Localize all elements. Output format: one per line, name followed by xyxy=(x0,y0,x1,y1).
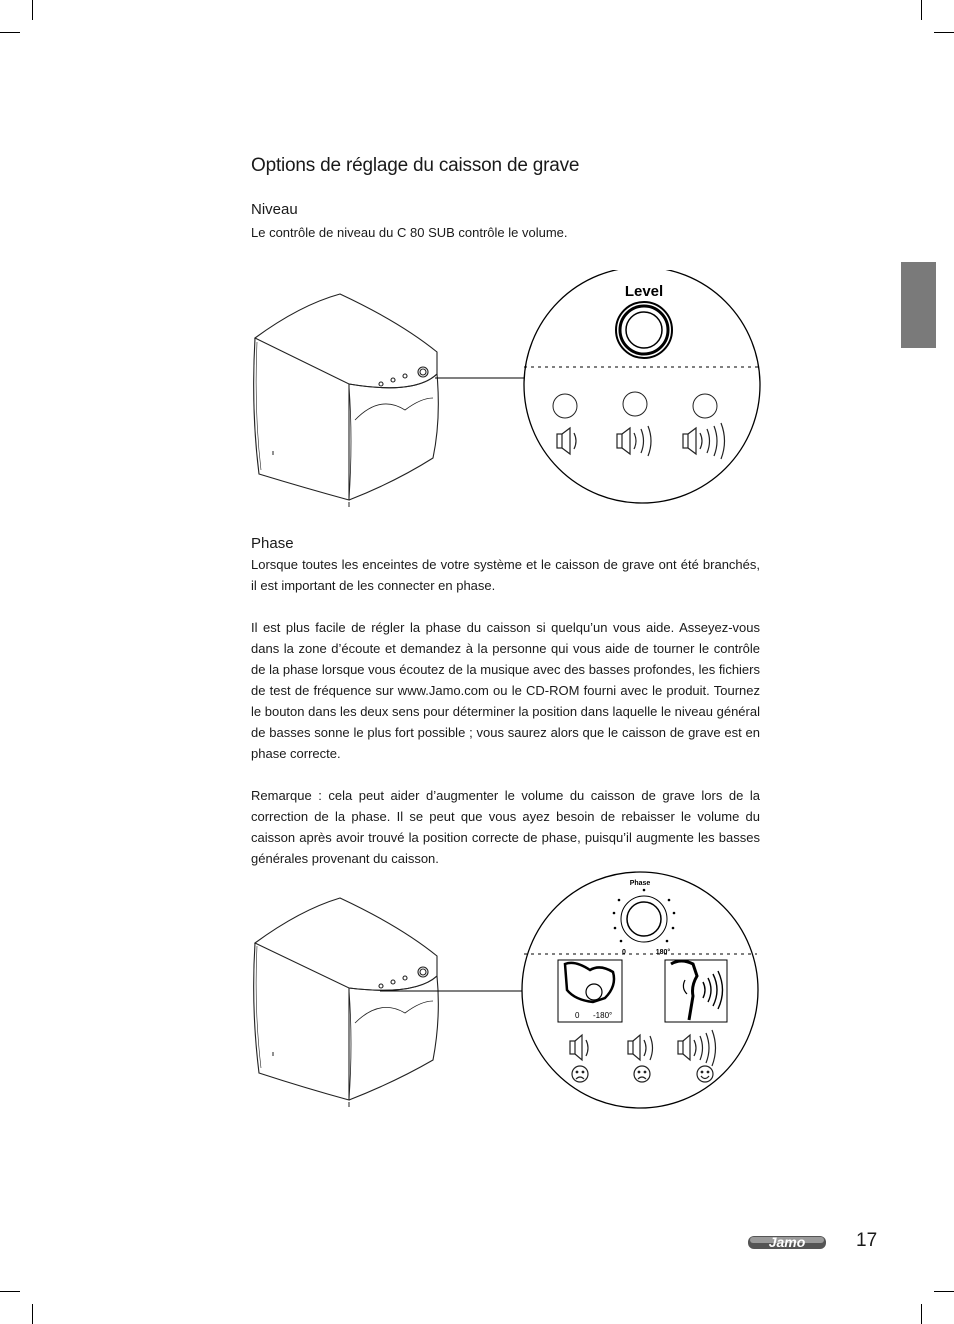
phase-paragraph-3: Remarque : cela peut aider d’augmenter le volume du caisson de grave lors de la correction de la phase. Il se peut que vous ayez besoin de rebaisser le volume du caisson après avoir trouvé la position correcte de phase, puisqu’il augmente les basses générales provenant du caisson. xyxy=(251,788,760,866)
inset-min-label: 0 xyxy=(575,1011,580,1020)
niveau-text: Le contrôle de niveau du C 80 SUB contrôle le volume. xyxy=(251,225,568,240)
page-number: 17 xyxy=(856,1230,878,1251)
phase-zoom-circle xyxy=(522,872,758,1108)
subwoofer-drawing xyxy=(254,294,439,507)
phase-dial-min: 0 xyxy=(622,949,626,956)
level-label: Level xyxy=(624,283,664,300)
chapter-tab xyxy=(901,262,936,348)
niveau-heading: Niveau xyxy=(251,201,298,218)
page-title: Options de réglage du caisson de grave xyxy=(251,155,580,176)
crop-mark xyxy=(32,0,33,20)
crop-mark xyxy=(921,1304,922,1324)
phase-paragraph-1: Lorsque toutes les enceintes de votre système et le caisson de grave ont été branchés, il est important de les connecter en phase. xyxy=(251,557,760,593)
jamo-logo xyxy=(748,1233,828,1251)
crop-mark xyxy=(934,1291,954,1292)
phase-label: Phase xyxy=(629,880,651,887)
level-illustration xyxy=(245,270,765,515)
subwoofer-drawing xyxy=(254,898,439,1107)
crop-mark xyxy=(921,0,922,20)
crop-mark xyxy=(0,1291,20,1292)
phase-illustration xyxy=(245,868,765,1113)
listener-ear-panel xyxy=(665,960,727,1022)
phase-dial-max: 180° xyxy=(655,949,671,956)
crop-mark xyxy=(934,32,954,33)
crop-mark xyxy=(0,32,20,33)
phase-heading: Phase xyxy=(251,535,294,552)
hand-turning-knob-panel xyxy=(558,960,622,1022)
phase-paragraph-2: Il est plus facile de régler la phase du caisson si quelqu’un vous aide. Asseyez-vous dans la zone d’écoute et demandez à la personne qui vous aide de tourner le contrôle de la phase lorsque vous écoutez de la musique avec des basses profondes, les fichiers de test de fréquence sur www.Jamo.com ou le CD-ROM fourni avec le produit. Tournez le bouton dans les deux sens pour déterminer la position dans laquelle le niveau général de basses sonne le plus fort possible ; vous saurez alors que le caisson de grave est en phase correcte. xyxy=(251,620,760,761)
jamo-logo-text: Jamo xyxy=(768,1234,806,1250)
inset-max-label: -180° xyxy=(593,1011,613,1020)
crop-mark xyxy=(32,1304,33,1324)
level-zoom-circle xyxy=(524,270,760,503)
